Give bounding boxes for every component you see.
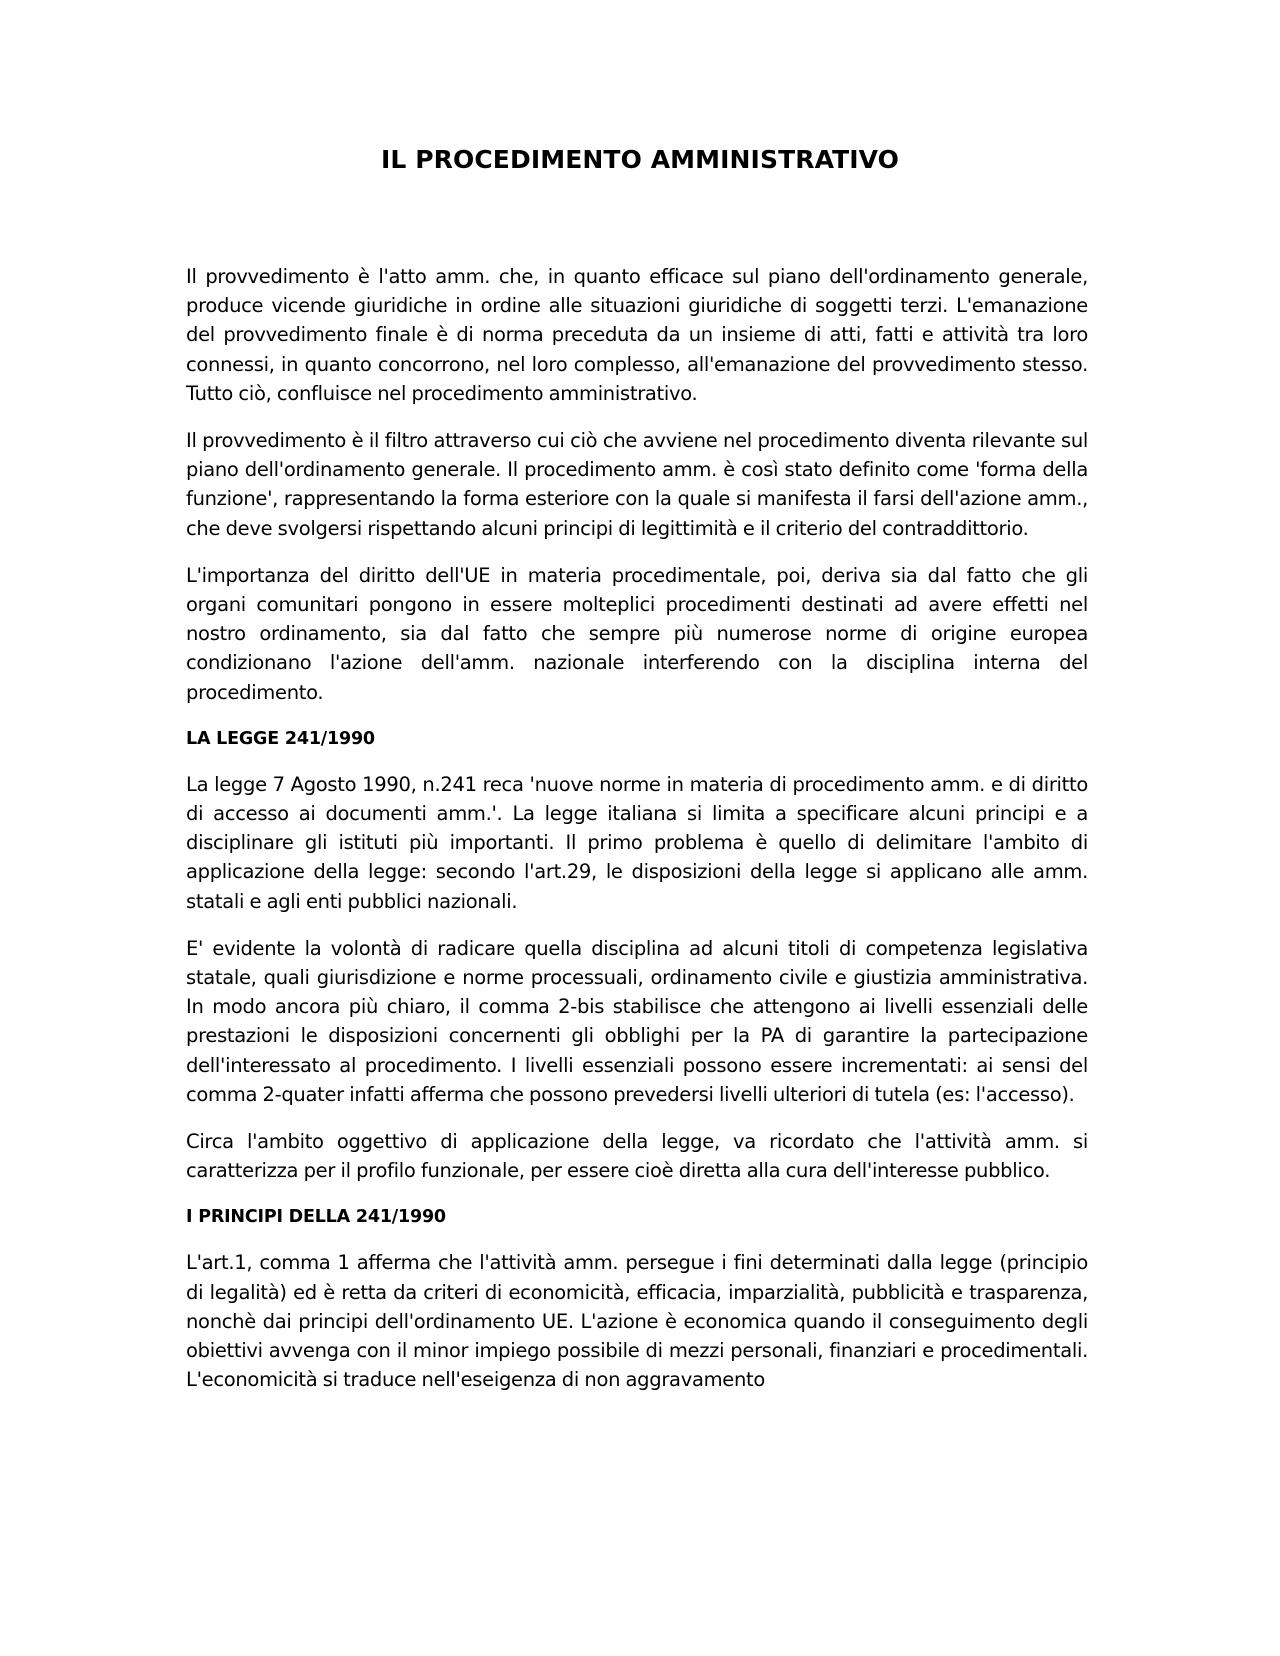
paragraph-intro-3: L'importanza del diritto dell'UE in materia procedimentale, poi, deriva sia dal fatto che gli organi comunitari pongono in essere molteplici procedimenti destinati ad avere effetti nel nostro ordinamento, sia dal fatto che sempre più numerose norme di origine europea condizionano l'azione dell'amm. nazionale interferendo con la disciplina interna del procedimento. xyxy=(186,563,1088,704)
page-title: IL PROCEDIMENTO AMMINISTRATIVO xyxy=(381,145,899,174)
paragraph-legge-1: La legge 7 Agosto 1990, n.241 reca 'nuove norme in materia di procedimento amm. e di diritto di accesso ai documenti amm.'. La legge italiana si limita a specificare alcuni principi e a disciplinare gli istituti più importanti. Il primo problema è quello di delimitare l'ambito di applicazione della legge: secondo l'art.29, le disposizioni della legge si applicano alle amm. statali e agli enti pubblici nazionali. xyxy=(186,772,1088,913)
section-heading-legge: LA LEGGE 241/1990 xyxy=(186,728,375,749)
paragraph-intro-1: Il provvedimento è l'atto amm. che, in quanto efficace sul piano dell'ordinamento generale, produce vicende giuridiche in ordine alle situazioni giuridiche di soggetti terzi. L'emanazione del provvedimento finale è di norma preceduta da un insieme di atti, fatti e attività tra loro connessi, in quanto concorrono, nel loro complesso, all'emanazione del provvedimento stesso. Tutto ciò, confluisce nel procedimento amministrativo. xyxy=(186,265,1088,405)
paragraph-legge-3: Circa l'ambito oggettivo di applicazione della legge, va ricordato che l'attività amm. si caratterizza per il profilo funzionale, per essere cioè diretta alla cura dell'interesse pubblico. xyxy=(186,1130,1088,1183)
section-heading-principi: I PRINCIPI DELLA 241/1990 xyxy=(186,1207,446,1228)
paragraph-principi-1: L'art.1, comma 1 afferma che l'attività amm. persegue i fini determinati dalla legge (principio di legalità) ed è retta da criteri di economicità, efficacia, imparzialità, pubblicità e trasparenza, nonchè dai principi dell'ordinamento UE. L'azione è economica quando il conseguimento degli obiettivi avvenga con il minor impiego possibile di mezzi personali, finanziari e procedimentali. L'economicità si traduce nell'eseigenza di non aggravamento xyxy=(186,1251,1088,1392)
document-body xyxy=(186,262,1088,1413)
paragraph-legge-2: E' evidente la volontà di radicare quella disciplina ad alcuni titoli di competenza legislativa statale, quali giurisdizione e norme processuali, ordinamento civile e giustizia amministrativa. In modo ancora più chiaro, il comma 2-bis stabilisce che attengono ai livelli essenziali delle prestazioni le disposizioni concernenti gli obblighi per la PA di garantire la partecipazione dell'interessato al procedimento. I livelli essenziali possono essere incrementati: ai sensi del comma 2-quater infatti afferma che possono prevedersi livelli ulteriori di tutela (es: l'accesso). xyxy=(186,936,1088,1106)
paragraph-intro-2: Il provvedimento è il filtro attraverso cui ciò che avviene nel procedimento diventa rilevante sul piano dell'ordinamento generale. Il procedimento amm. è così stato definito come 'forma della funzione', rappresentando la forma esteriore con la quale si manifesta il farsi dell'azione amm., che deve svolgersi rispettando alcuni principi di legittimità e il criterio del contraddittorio. xyxy=(186,429,1088,540)
